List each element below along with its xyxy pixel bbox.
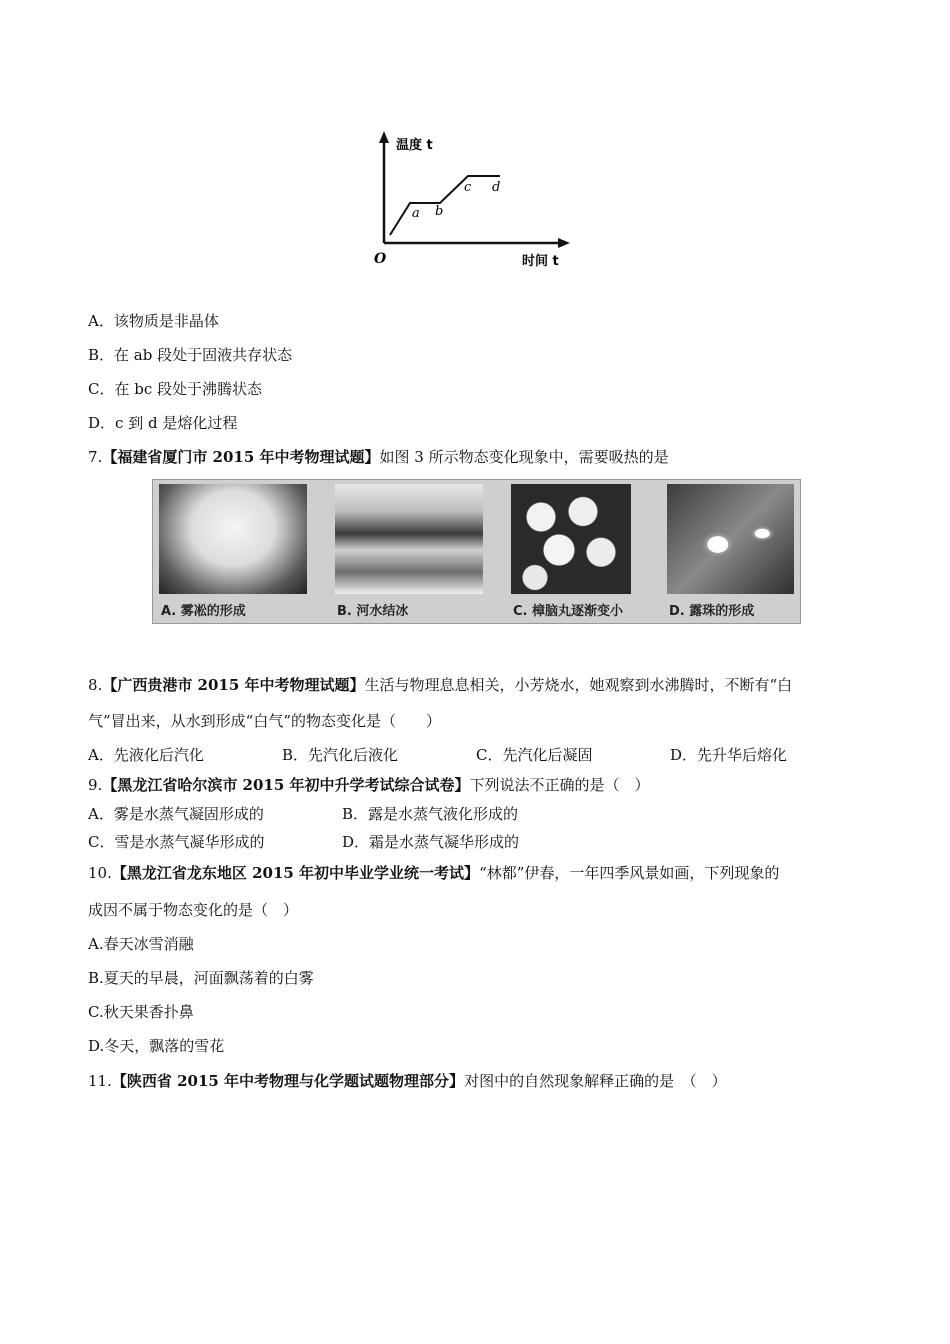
q7-stem [88, 447, 669, 467]
q8-option-a: A．先液化后汽化 [88, 746, 204, 764]
q8-option-d: D．先升华后熔化 [670, 746, 788, 764]
q9-option-c: C．雪是水蒸气凝华形成的 [88, 833, 265, 851]
photo-panel-b [329, 480, 489, 623]
q8-option-c: C．先汽化后凝固 [476, 746, 593, 764]
q10-option-b: B.夏天的早晨，河面飘荡着的白雾 [88, 969, 314, 987]
q6-option-c: C．在 bc 段处于沸腾状态 [88, 380, 263, 398]
q10-option-d: D.冬天，飘落的雪花 [88, 1037, 225, 1055]
q8-number: 8. [88, 676, 103, 694]
mothballs-image [511, 484, 631, 594]
dew-drops-image [667, 484, 794, 594]
q6-option-d: D．c 到 d 是熔化过程 [88, 414, 238, 432]
q10-stem-line2: 成因不属于物态变化的是（ ） [88, 901, 299, 919]
q7-number: 7. [88, 448, 103, 466]
q9-text: 下列说法不正确的是（ ） [469, 776, 650, 794]
q10-option-a: A.春天冰雪消融 [88, 935, 194, 953]
photo-panel-c [505, 480, 637, 623]
q10-text-1: “林都”伊春，一年四季风景如画，下列现象的 [479, 864, 780, 882]
rime-tree-image [159, 484, 307, 594]
q7-source: 【福建省厦门市 2015 年中考物理试题】 [102, 448, 380, 466]
frozen-river-image [335, 484, 483, 594]
q8-text-1: 生活与物理息息相关，小芳烧水，她观察到水沸腾时，不断有“白 [364, 676, 793, 694]
q8-source: 【广西贵港市 2015 年中考物理试题】 [102, 676, 365, 694]
q9-stem [88, 775, 650, 795]
q6-option-b: B．在 ab 段处于固液共存状态 [88, 346, 293, 364]
q9-source: 【黑龙江省哈尔滨市 2015 年初中升学考试综合试卷】 [102, 776, 470, 794]
x-axis-label: 时间 t [522, 254, 559, 269]
point-b-label: b [435, 204, 444, 219]
q8-stem-line1 [88, 675, 792, 695]
caption-c: C. 樟脑丸逐渐变小 [513, 604, 624, 619]
q10-number: 10. [88, 864, 112, 882]
q9-option-a: A．雾是水蒸气凝固形成的 [88, 805, 264, 823]
point-d-label: d [492, 180, 501, 195]
caption-b: B. 河水结冰 [337, 604, 409, 619]
q7-photo-strip [152, 479, 801, 624]
point-c-label: c [464, 180, 472, 195]
q9-option-d: D．霜是水蒸气凝华形成的 [342, 833, 520, 851]
q8-stem-line2: 气”冒出来，从水到形成“白气”的物态变化是（ ） [88, 712, 442, 730]
caption-d: D. 露珠的形成 [669, 604, 755, 619]
q11-stem [88, 1071, 727, 1091]
photo-panel-a [153, 480, 313, 623]
q10-stem-line1 [88, 863, 779, 883]
q11-source: 【陕西省 2015 年中考物理与化学题试题物理部分】 [111, 1072, 465, 1090]
q8-option-b: B．先汽化后液化 [282, 746, 399, 764]
point-a-label: a [412, 206, 420, 221]
q9-number: 9. [88, 776, 103, 794]
q9-option-b: B．露是水蒸气液化形成的 [342, 805, 519, 823]
q11-text: 对图中的自然现象解释正确的是 （ ） [464, 1072, 727, 1090]
q11-number: 11. [88, 1072, 112, 1090]
y-axis-label: 温度 t [396, 138, 433, 153]
q10-option-c: C.秋天果香扑鼻 [88, 1003, 194, 1021]
origin-label: O [374, 251, 387, 267]
q10-source: 【黑龙江省龙东地区 2015 年初中毕业学业统一考试】 [111, 864, 480, 882]
temperature-time-graph [360, 125, 590, 275]
caption-a: A. 雾凇的形成 [161, 604, 246, 619]
q6-option-a: A．该物质是非晶体 [88, 312, 219, 330]
q7-text: 如图 3 所示物态变化现象中，需要吸热的是 [379, 448, 669, 466]
photo-panel-d [661, 480, 800, 623]
